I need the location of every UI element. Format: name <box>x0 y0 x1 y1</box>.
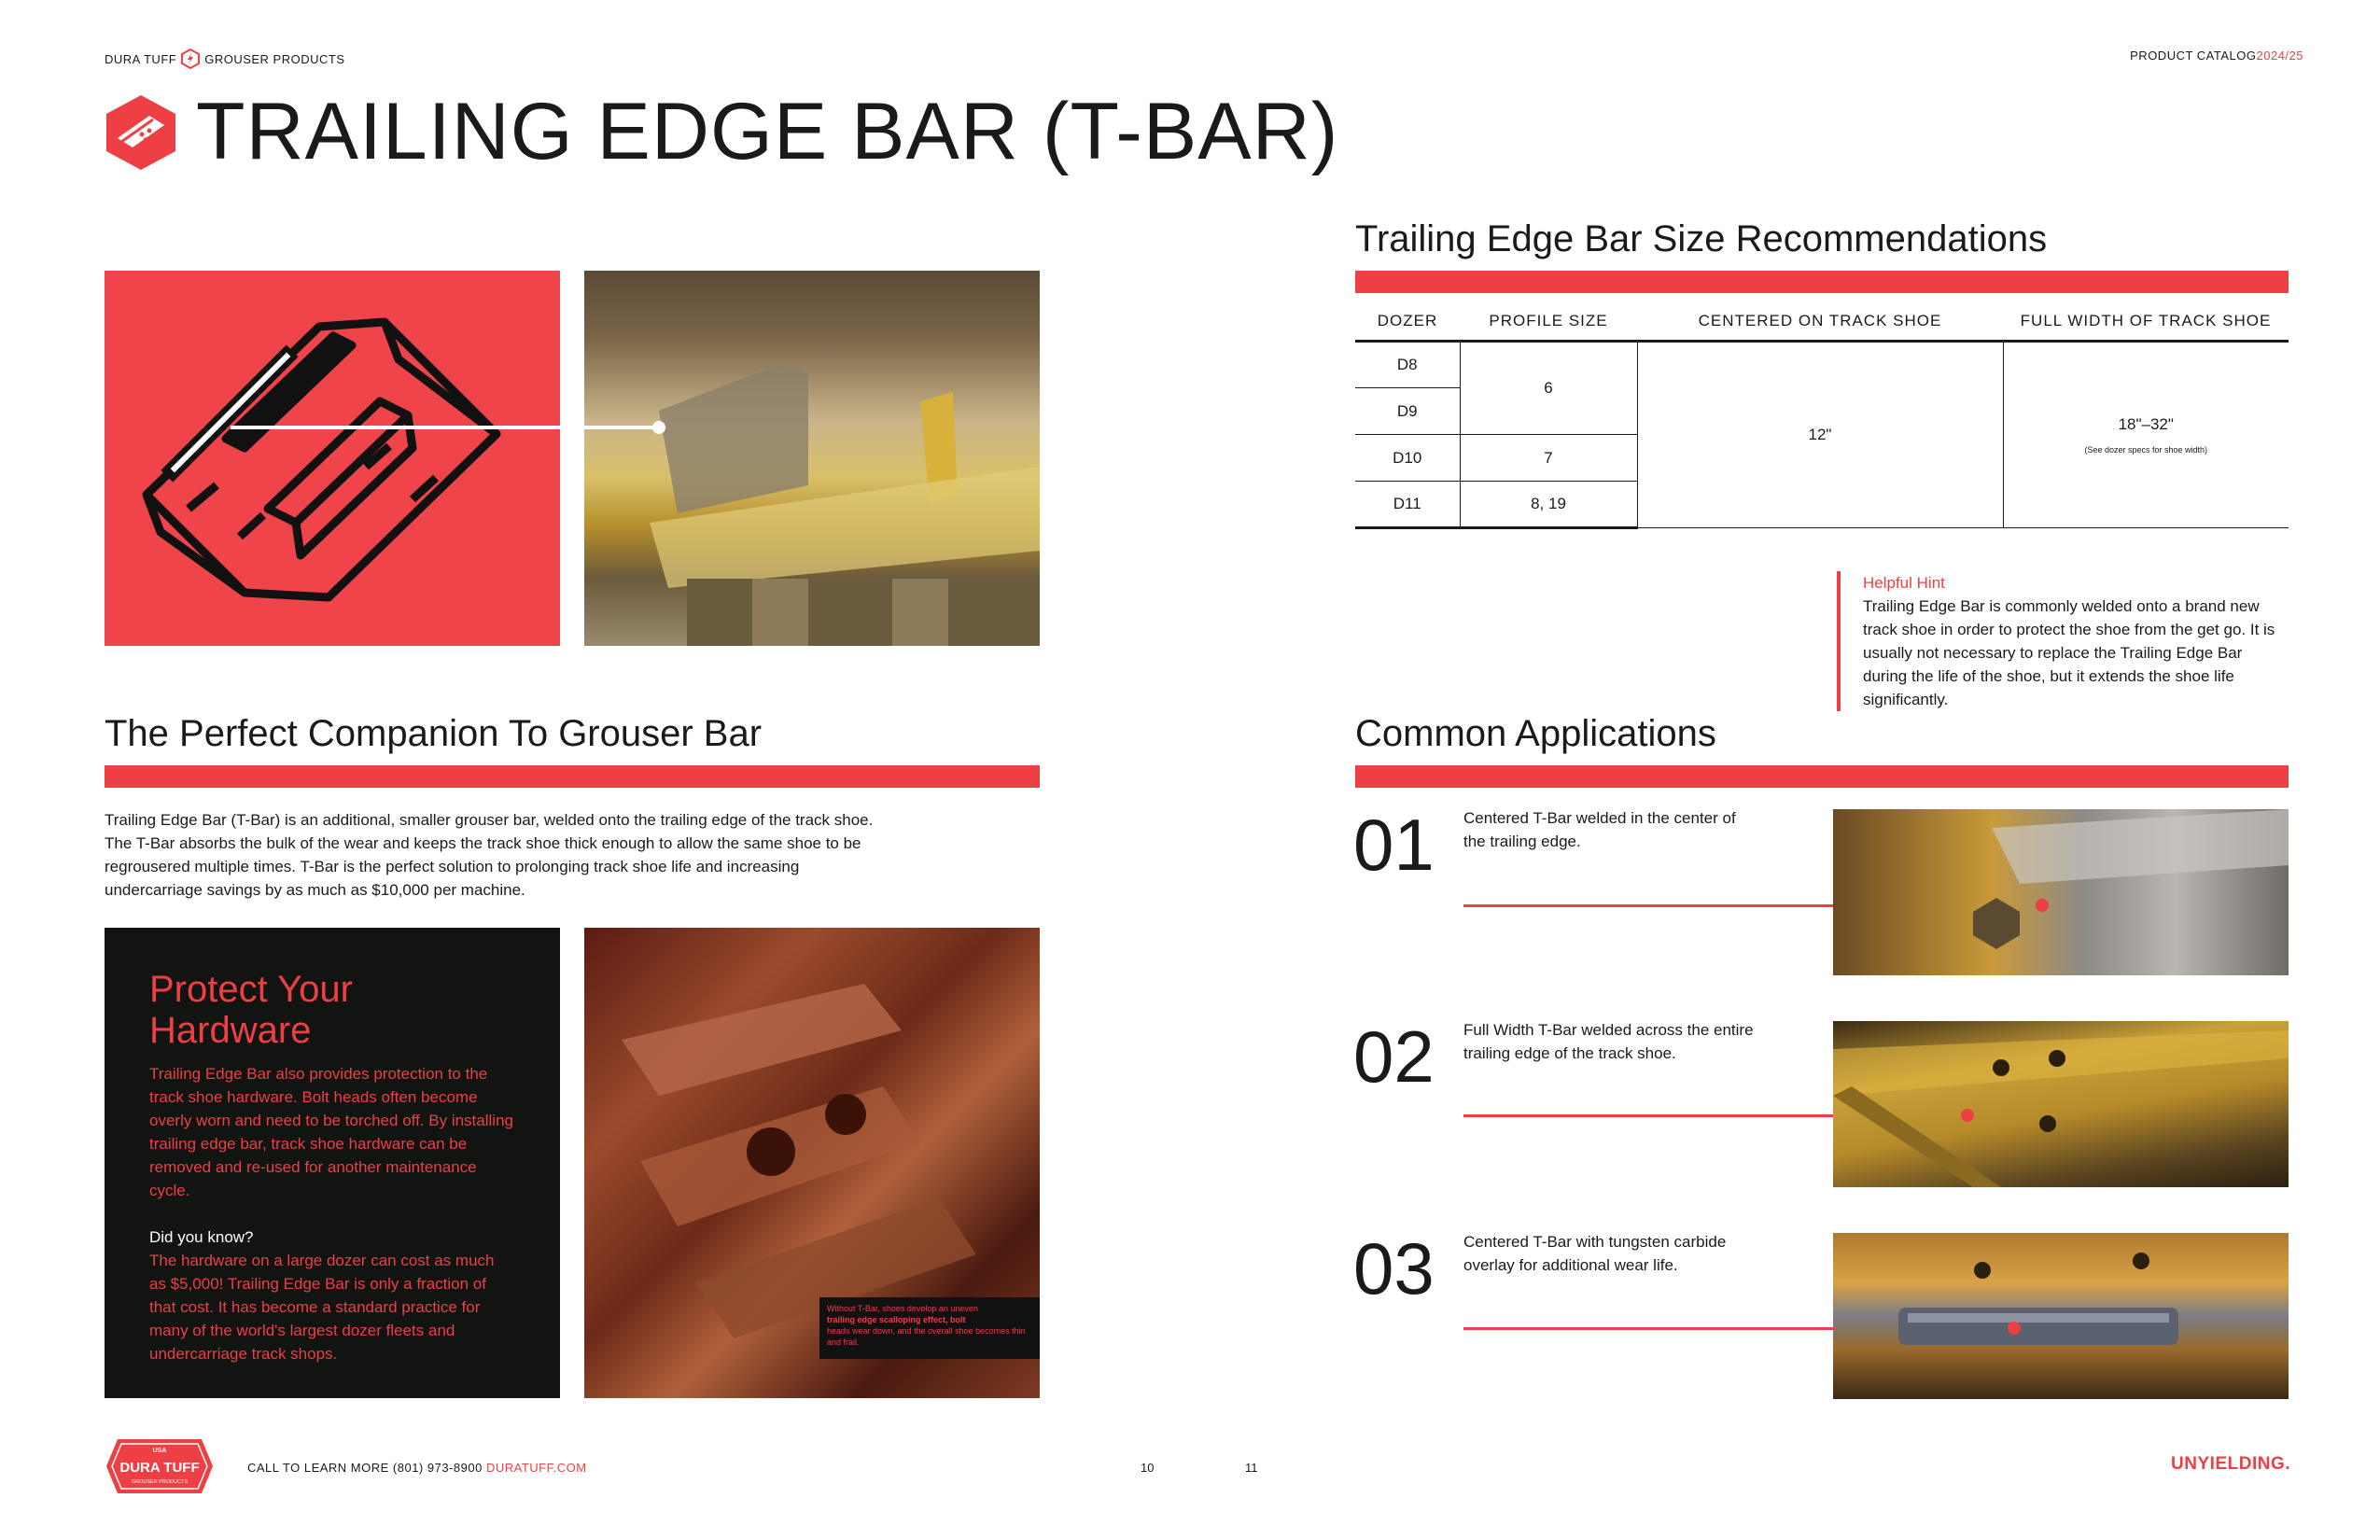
did-you-know-label: Did you know? <box>149 1228 254 1246</box>
track-shoe-illustration <box>105 271 560 646</box>
page-number-left: 10 <box>1141 1461 1155 1475</box>
header-brand <box>105 49 345 69</box>
table-row <box>1355 342 2289 388</box>
intro-paragraph: Trailing Edge Bar (T-Bar) is an additional, smaller grouser bar, welded onto the trailing edge of the track shoe. The T-Bar absorbs the bulk of the wear and keeps the track shoe thick enough to allow the same shoe to be regrousered multiple times. T-Bar is the perfect solution to prolonging track shoe life and increasing undercarriage savings by as much as $10,000 per machine. <box>105 811 874 899</box>
call-text: CALL TO LEARN MORE (801) 973-8900 <box>247 1461 483 1475</box>
size-recommendation-table <box>1355 312 2289 529</box>
logo-text: DURA TUFF <box>119 1460 200 1476</box>
table-header-row <box>1355 312 2289 342</box>
dozer-cell: D11 <box>1355 482 1460 528</box>
dozer-cell: D10 <box>1355 435 1460 482</box>
photo-caption <box>819 1297 1040 1359</box>
applications-heading: Common Applications <box>1355 713 1716 754</box>
helpful-hint <box>1837 571 2285 711</box>
col-dozer: DOZER <box>1355 312 1460 342</box>
footer-call <box>247 1461 587 1475</box>
logo-sub: GROUSER PRODUCTS <box>131 1479 189 1485</box>
protect-hardware-box <box>105 928 560 1398</box>
page-title: TRAILING EDGE BAR (T-BAR) <box>196 87 1339 176</box>
application-text: Full Width T-Bar welded across the entire trailing edge of the track shoe. <box>1463 1021 1754 1062</box>
application-number: 01 <box>1353 804 1435 886</box>
catalog-year: 2024/25 <box>2256 49 2303 63</box>
header-brand-right: GROUSER PRODUCTS <box>204 51 345 66</box>
dura-tuff-logo <box>105 1437 215 1495</box>
full-width-note: (See dozer specs for shoe width) <box>2084 445 2208 455</box>
hint-body: Trailing Edge Bar is commonly welded onto a brand new track shoe in order to protect the shoe from the get go. It is usually not necessary to replace the Trailing Edge Bar during the life of the shoe, but it extends the shoe life significantly. <box>1863 597 2275 708</box>
application-text: Centered T-Bar with tungsten carbide overlay for additional wear life. <box>1463 1233 1727 1274</box>
website-link[interactable]: DURATUFF.COM <box>485 1461 587 1475</box>
full-width-value: 18"–32" <box>2118 415 2174 433</box>
col-profile: PROFILE SIZE <box>1460 312 1637 342</box>
applications-divider <box>1355 765 2289 788</box>
protect-body: Trailing Edge Bar also provides protection to the track shoe hardware. Bolt heads often become overly worn and need to be torched off. By installing trailing edge bar, track shoe hardware can be removed and re-used for another maintenance cycle. <box>149 1065 513 1199</box>
application-text: Centered T-Bar welded in the center of the trailing edge. <box>1463 809 1736 850</box>
dozer-cell: D9 <box>1355 388 1460 435</box>
shield-badge-icon <box>180 49 201 69</box>
application-photo-centered <box>1833 809 2289 975</box>
header-brand-left: DURA TUFF <box>105 51 177 66</box>
dozer-cell: D8 <box>1355 342 1460 388</box>
table-divider <box>1355 271 2289 293</box>
tagline: UNYIELDING. <box>2171 1454 2290 1474</box>
col-full-width: FULL WIDTH OF TRACK SHOE <box>2003 312 2289 342</box>
did-you-know-body: The hardware on a large dozer can cost as much as $5,000! Trailing Edge Bar is only a fraction of that cost. It has become a standard practice for many of the world's largest dozer fleets and undercarriage track shops. <box>149 1252 495 1363</box>
full-width-cell <box>2003 342 2289 528</box>
profile-cell: 6 <box>1460 342 1637 435</box>
catalog-label: PRODUCT CATALOG <box>2130 49 2257 63</box>
companion-divider <box>105 765 1040 788</box>
profile-cell: 7 <box>1460 435 1637 482</box>
caption-post: heads wear down, and the overall shoe becomes thin and frail. <box>827 1326 1026 1347</box>
companion-heading: The Perfect Companion To Grouser Bar <box>105 713 763 754</box>
application-pointer-dot <box>2036 899 2049 912</box>
table-heading: Trailing Edge Bar Size Recommendations <box>1355 218 2048 259</box>
application-number: 02 <box>1353 1015 1435 1098</box>
protect-heading: Protect Your Hardware <box>149 969 353 1051</box>
logo-usa: USA <box>152 1448 167 1454</box>
profile-cell: 8, 19 <box>1460 482 1637 528</box>
application-number: 03 <box>1353 1227 1435 1309</box>
caption-bold: trailing edge scalloping effect, bolt <box>827 1315 966 1324</box>
col-centered: CENTERED ON TRACK SHOE <box>1637 312 2003 342</box>
t-bar-photo <box>584 271 1040 646</box>
application-photo-full-width <box>1833 1021 2289 1187</box>
application-pointer-dot <box>1961 1109 1974 1122</box>
page-number-right: 11 <box>1245 1461 1258 1475</box>
centered-cell: 12" <box>1637 342 2003 528</box>
t-bar-product-icon <box>105 93 177 172</box>
header-catalog <box>2130 49 2303 63</box>
hint-title: Helpful Hint <box>1863 574 1945 592</box>
caption-pre: Without T-Bar, shoes develop an uneven <box>827 1304 978 1313</box>
application-pointer-dot <box>2008 1322 2021 1335</box>
application-photo-carbide <box>1833 1233 2289 1399</box>
